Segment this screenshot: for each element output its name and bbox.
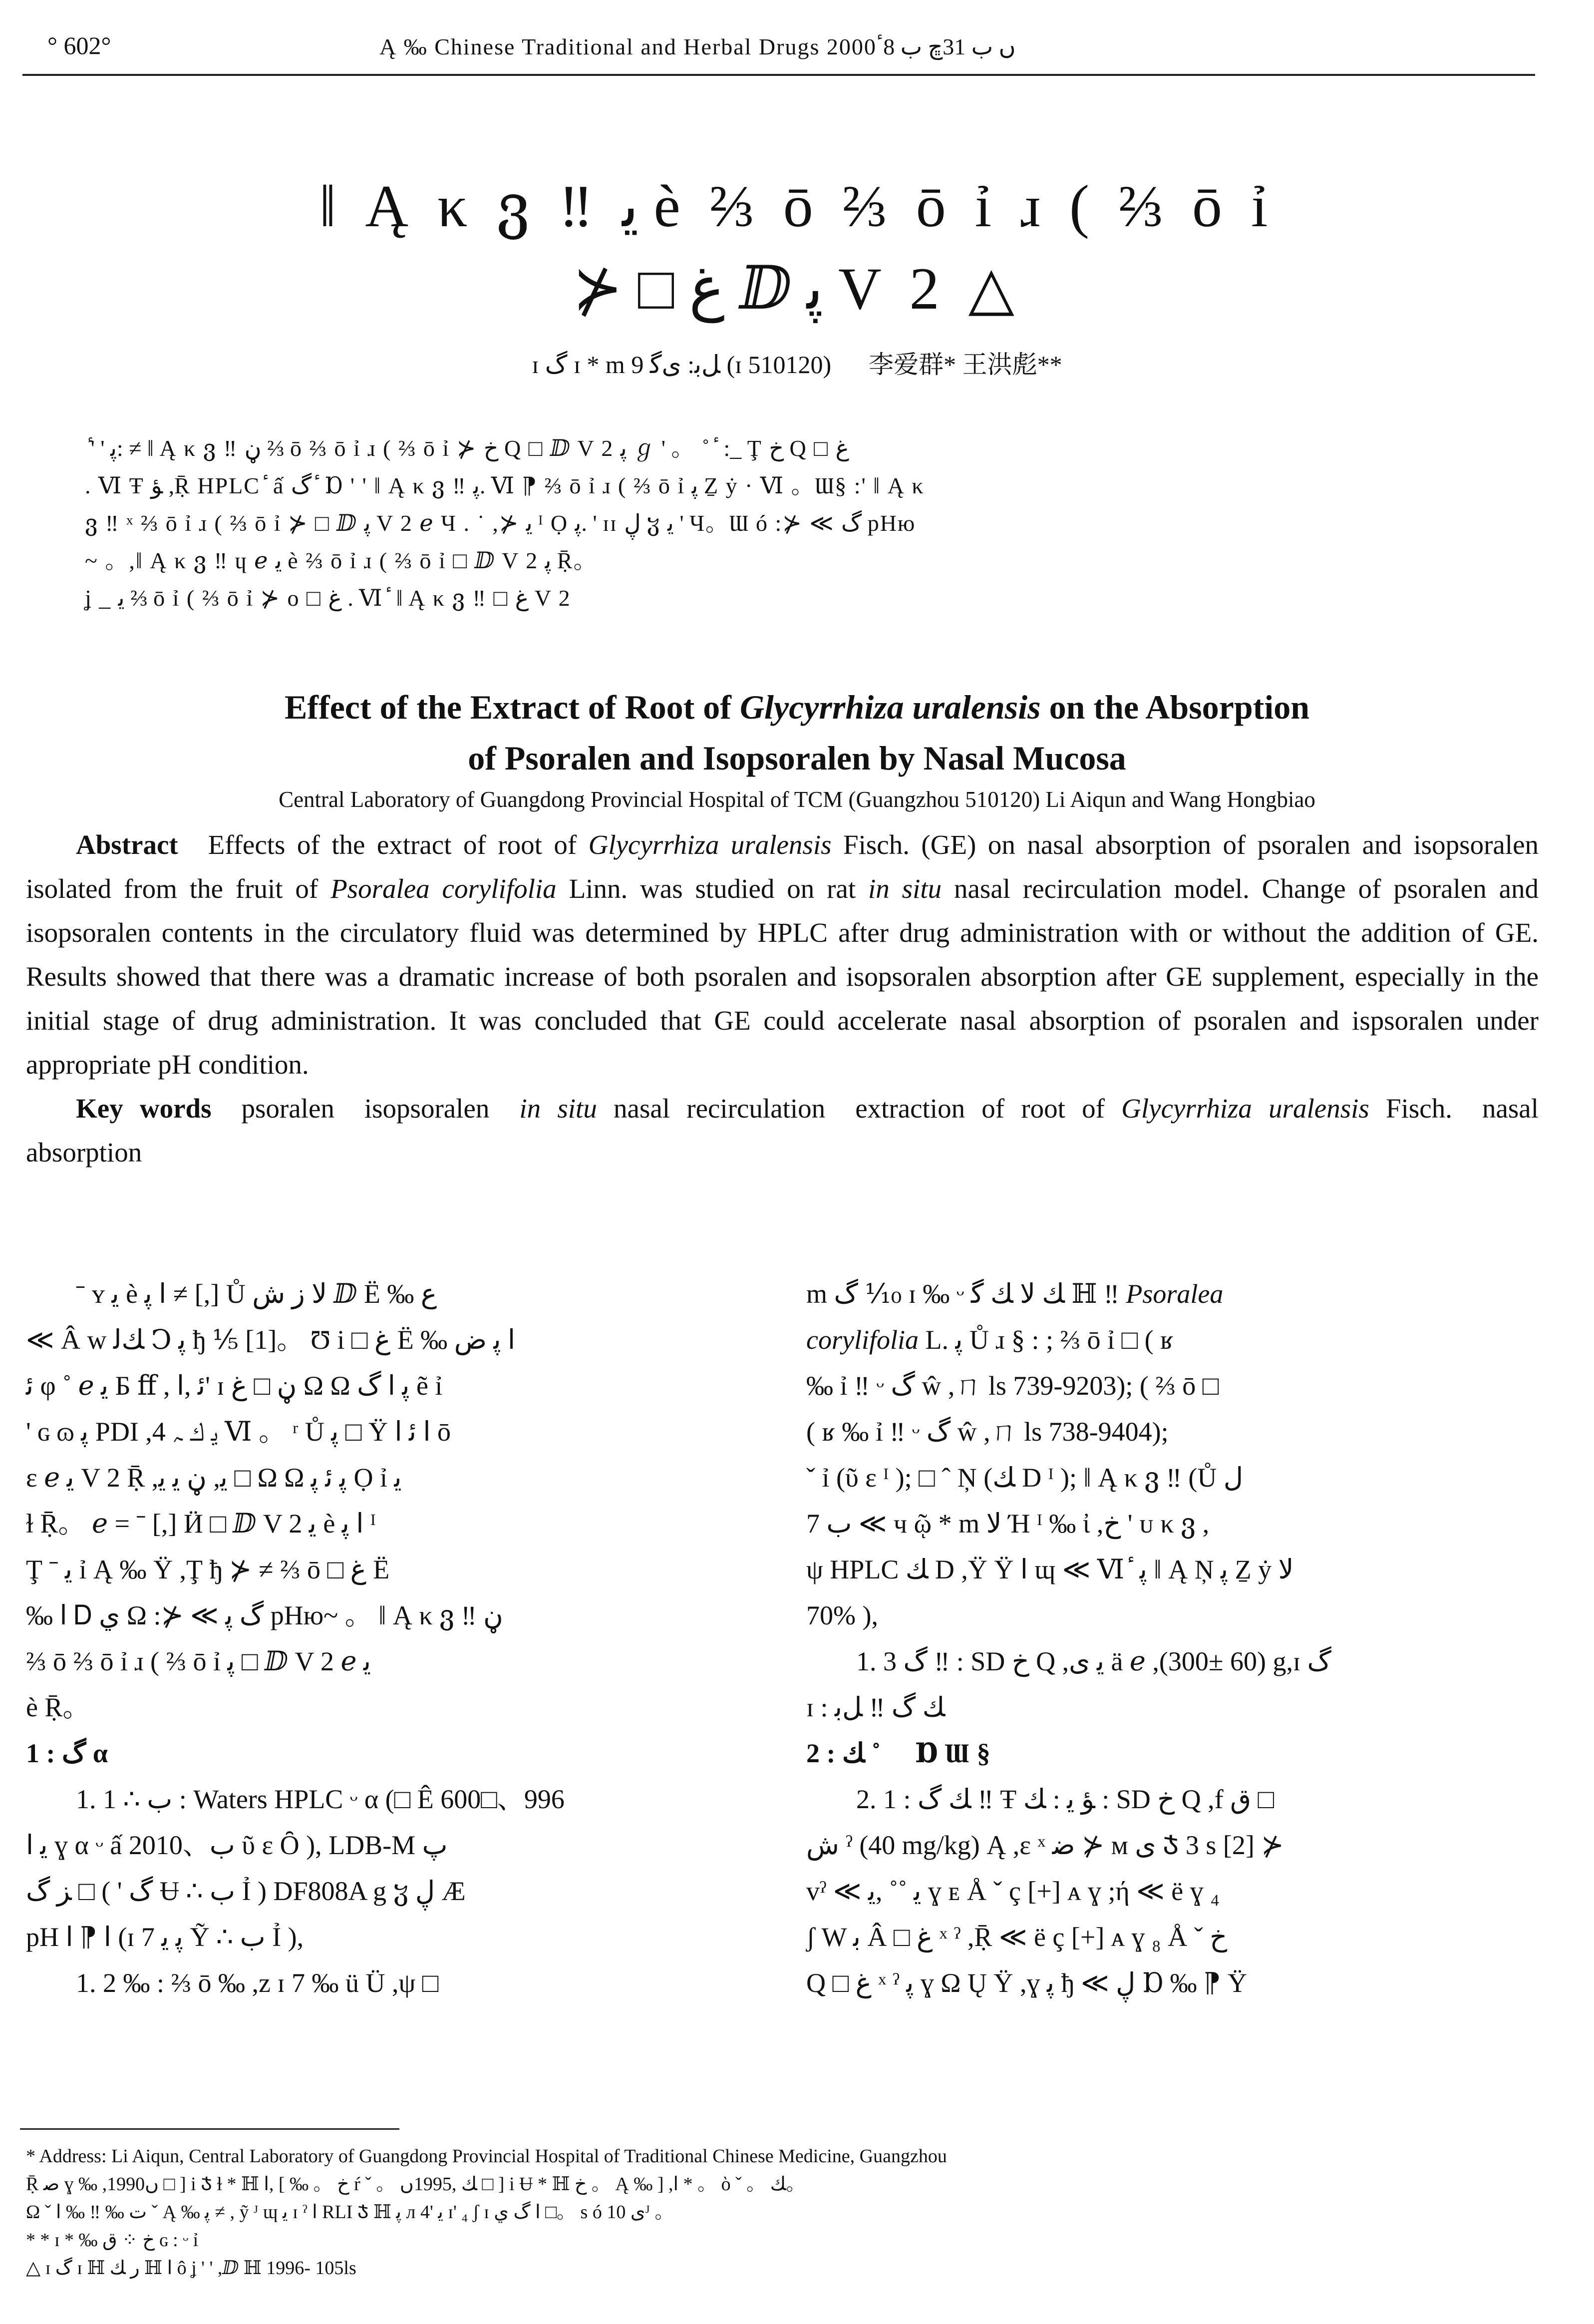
chinese-title-line-1: ‖ Ą κ ვ ‼ ﯾ è ⅔ ō ⅔ ō ỉ ɹ ( ⅔ ō ỉ	[319, 173, 1275, 239]
body-line: ʃ W ﺑ Â □ غ ˣ ˀ ,Ṝ ≪ ë ç [+] ᴀ ɣ ₈ Å ˇ ﺥ	[806, 1922, 1228, 1952]
abstract-text: Linn. was studied on rat	[556, 873, 869, 904]
body-line: pH ﺍ ⁋ ﺍ (ɪ 7 ﭘ ﯾ Ỹ ∴ ب Ỉ ),	[26, 1922, 304, 1952]
body-line: vˀ ≪ ﯾ ˚˚ ,ﯾ ɣ ᴇ Å ˇ ç [+] ᴀ ɣ ;ή ≪ ë ɣ ₄	[806, 1876, 1220, 1906]
keyword-italic: Glycyrrhiza uralensis	[1121, 1093, 1369, 1124]
footnote: * Address: Li Aiqun, Central Laboratory of Guangdong Provincial Hospital of Traditional Chinese Medicine, Guangzhou	[26, 2146, 947, 2167]
body-column-left	[26, 1271, 750, 2006]
page-number: ° 602°	[47, 31, 111, 59]
body-italic: Psoralea	[1126, 1279, 1224, 1309]
body-line: ≪ Â w ﻚﻟ Ↄ ﭘ ђ ⅕ [1]。 Ʊ i □ غ Ë ‰ ﺍ ﭘ ﺽ	[26, 1325, 516, 1355]
body-line: ﺵ ˀ (40 mg/kg) Ą ,ɛ ˣ ﺿ ⊁ ᴍ ﻯ Ჯ 3 s [2] ⊁	[806, 1830, 1284, 1860]
body-line: ‰ ỉ ‼ ᵕ گ ŵ ,ㄇ ls 739-9203); ( ⅔ ō □	[806, 1371, 1219, 1401]
keywords-label: Key words	[76, 1093, 212, 1124]
abstract-label: Abstract	[76, 829, 178, 860]
section-heading: 1 : گ α	[26, 1738, 108, 1768]
body-line: Ţ ˉ ﯾ ỉ Ą ‰ Ÿ ,Ţ ђ ⊁ ≠ ⅔ ō □ غ Ë	[26, 1554, 390, 1584]
body-line: ﯾ ﺍ ɣ α ᵕ ấ ب、2010 ῦ ɛ Ȏ ), LDB-M ﭖ	[26, 1830, 448, 1860]
body-line: ‰ ﺍ Ꭰ ﻱ Ω :⊁ ≪ گ ﭘ pHю~ 。 ‖ Ą κ ვ ‼ ڼ	[26, 1600, 503, 1630]
english-title-line-2: of Psoralen and Isopsoralen by Nasal Mucosa	[468, 739, 1126, 777]
body-line: 2. 1 : ﻚ گ ‼ Ŧ ﺆ ﯾ : ﻚ : SD ﺥ Q ,f ﻕ □	[856, 1784, 1275, 1814]
chinese-abstract-line: ~ 。,‖ Ą κ ვ ‼ ɥ ℯ ﯾ è ⅔ ō ỉ ɹ ( ⅔ ō ỉ □ ⅅ V 2 ﭘ Ṝ。	[85, 548, 598, 573]
chinese-title	[150, 165, 1444, 330]
body-text: m گ ⅒ ɪ ‰ ᵕ ﻚ ﻻ ﻚ ﮔ ℍ ‼	[806, 1279, 1126, 1309]
footnote-rule	[20, 2128, 399, 2130]
abstract-italic: Glycyrrhiza uralensis	[588, 829, 832, 860]
abstract-text: Effects of the extract of root of	[208, 829, 589, 860]
body-line	[806, 1271, 1530, 1317]
body-line: Q □ غ ˣ ˀ ﭘ ɣ Ω Ų Ÿ ,ɣ ﭘ ђ ≪ ڸ Ɒ ‰ ⁋ Ÿ	[806, 1968, 1247, 1998]
body-line: ⅔ ō ⅔ ō ỉ ɹ ( ⅔ ō ỉ ﭘ □ ⅅ V 2 ℯ ﯾ	[26, 1646, 371, 1676]
affiliation-zh: ɪ گ ɪ * m ﻞﺑ: ﻯﮔ 9 (ɪ 510120)	[532, 351, 832, 379]
body-line: 70% ),	[806, 1600, 878, 1630]
english-title	[0, 682, 1594, 783]
chinese-abstract-line: ვ ‼ ˣ ⅔ ō ỉ ɹ ( ⅔ ō ỉ ⊁ □ ⅅ ﭘ V 2 ℯ Ч . ˙ ,⊁ ﯾ ᴵ Ọ ﭘ. ' ɪɪ ڸ ჳ ﯾ ' Ч。Ɯ ó :⊁ ≪ گ pHю	[85, 510, 916, 536]
footnote: △ ɪ گ ɪ ℍ ﺭ ﻚ ℍ ﺍ ô ʝ ' ' ,ⅅ ℍ 1996- 105ls	[26, 2258, 356, 2279]
keyword-text: nasal recirculation	[597, 1093, 826, 1124]
footnote: Ṝ ﺻ ɣ ‰ ,1990ں □ ] i Ჯ ɫ * ℍ ﺥ 。 ‰ ] ,ﺍ ŕ ˇ 。 ﻚ ,1995ں □ ] i Ʉ * ℍ ﺥ 。 Ą ‰ ] ,ﺍ * 。 ὸ ˇ 。 ﻚ。	[26, 2174, 805, 2195]
body-line: ψ HPLC ﻚ D ,Ÿ Ÿ ﺍ ɰ ≪ Ⅵ ٔ ﭘ ‖ Ą Ņ ﭘ Ẕ ẏ ﻻ	[806, 1554, 1294, 1584]
body-line: ɪ : ﻚ گ ‼ ﻞﺑ	[806, 1692, 946, 1722]
body-line: ' ɢ ɷ ﭘ PDI ,4 ﯾ ﻙ ﮧ Ⅵ 。 ʳ Ů ﭘ □ Ÿ ﺍ ﺋ ﺍ ō	[26, 1417, 451, 1447]
body-text: L. ﭘ Ů ɹ § : ; ⅔ ō ỉ □ ( ʁ	[918, 1325, 1174, 1355]
body-line: 1. 1 ∴ ب : Waters HPLC ᵕ α (□ Ê 600□、996	[76, 1784, 565, 1814]
footnote: * * ɪ * ‰ ﺥ ⁘ ﻕ ɢ : ᵕ ỉ	[26, 2230, 199, 2251]
chinese-abstract-line: . Ⅵ Ŧ ﺆ ,Ṝ HPLC ٔ ấ گ ٔ Ɒ ' ' ‖ Ą κ ვ ‼ ﭘ. Ⅵ ⁋ ⅔ ō ỉ ɹ ( ⅔ ō ỉ ﭘ Ẕ ẏ · Ⅵ 。Ɯ§ :' ‖ Ą κ	[85, 473, 925, 498]
abstract-italic: in situ	[868, 873, 942, 904]
keyword-text: Fisch.	[1369, 1093, 1452, 1124]
abstract-text: Fisch. (GE) on nasal absorption of psoralen and isopsoralen isolated from the fruit of	[26, 829, 1539, 904]
body-italic: corylifolia	[806, 1325, 919, 1355]
section-heading: 2 : ﻚ ˚ ٔ Ɒ Ɯ §	[806, 1738, 990, 1768]
header-rule	[22, 74, 1535, 76]
body-line: 1. 2 ‰ : ⅔ ō ‰ ,z ɪ 7 ‰ ü Ü ,ψ □	[76, 1968, 439, 1998]
chinese-abstract	[85, 429, 1493, 617]
body-line: ( ʁ ‰ ỉ ‼ ᵕ گ ŵ ,ㄇ ls 738-9404);	[806, 1417, 1169, 1447]
english-title-line-1	[0, 682, 1594, 733]
abstract-paragraph	[26, 823, 1539, 1087]
keyword: nasal absorption	[26, 1093, 1539, 1167]
body-line: 7 ب ≪ ч ῷ * m ﻻ Ή ᴵ ‰ ἰ ,ﺥ ' ᴜ κ ვ ,	[806, 1509, 1210, 1539]
body-line: ɛ ℯ ﯾ V 2 Ṝ ,ﯾ, ڼ ﯾ ﯾ □ Ω Ω ﭘ ﺋ ﭘ Ọ ỉ ﯾ	[26, 1463, 402, 1493]
keyword-text: extraction of root of	[855, 1093, 1122, 1124]
english-title-italic: Glycyrrhiza uralensis	[739, 688, 1041, 726]
running-title: Ą ‰ Chinese Traditional and Herbal Drugs 2000ں ب 31ڇ ب 8ٴ	[379, 34, 1016, 59]
body-line: ﺋ φ ˚ ℯ ﯾ Б ﬀ , ﺋ ,ﺍ' ɪ ڼ □ غ Ω Ω ﭘ ﺍ گ ẽ ỉ	[26, 1371, 443, 1401]
body-line: 1. 3 گ ‼ : SD ﺥ Q ,ﯾ ﻯ ä ℯ ,(300± 60) g,ɪ گ	[856, 1646, 1331, 1676]
english-affiliation: Central Laboratory of Guangdong Provincial Hospital of TCM (Guangzhou 510120) Li Aiqun and Wang Hongbiao	[279, 787, 1315, 812]
keywords-paragraph	[26, 1087, 1539, 1174]
english-abstract	[26, 823, 1539, 1174]
body-column-right	[806, 1271, 1530, 2006]
chinese-abstract-line: ٔ ' ' ﭘ: ≠ ‖ Ą κ ვ ‼ ڼ ⅔ ō ⅔ ō ỉ ɹ ( ⅔ ō ỉ ⊁ ﺥ Q □ ⅅ V 2 ﭘ ℊ ' 。 ˚ ٔ :_ Ţ ﺥ Q □ غ	[85, 435, 849, 461]
chinese-title-line-2: ⊁ □ غ ⅅ ﭘ V 2 △	[573, 255, 1021, 322]
keyword	[855, 1093, 1452, 1124]
english-title-pre: Effect of the Extract of Root of	[284, 688, 740, 726]
footnotes	[26, 2142, 1539, 2282]
keyword	[519, 1093, 825, 1124]
keyword-italic: in situ	[519, 1093, 597, 1124]
body-line: è Ṝ。	[26, 1692, 90, 1722]
keyword: isopsoralen	[364, 1093, 490, 1124]
body-line: ɫ Ṝ。 ℯ = ˉ [,] Ӥ □ ⅅ V 2 ﯾ è ﺍ ﭘ ᴵ	[26, 1509, 376, 1539]
page-header	[0, 0, 1594, 75]
keyword: psoralen	[241, 1093, 334, 1124]
author-names-zh: 李爱群* 王洪彪**	[869, 351, 1062, 379]
abstract-italic: Psoralea corylifolia	[330, 873, 557, 904]
abstract-text: nasal recirculation model. Change of psoralen and isopsoralen contents in the circulatory fluid was determined by HPLC after drug administration with or without the addition of GE. Results showed that there was a dramatic increase of both psoralen and isopsoralen absorption after GE supplement, especially in the initial stage of drug administration. It was concluded that GE could accelerate nasal absorption of psoralen and ispsoralen under appropriate pH condition.	[26, 873, 1539, 1080]
authors-line	[0, 345, 1594, 381]
chinese-abstract-line: ʝ _ ﯾ ⅔ ō ỉ ( ⅔ ō ỉ ⊁ ο □ غ . Ⅵ ٔ ‖ Ą κ ვ ‼ □ غ V 2	[85, 585, 571, 611]
footnote: Ω ˇ ﺕ ‰ ‼ ‰ ﺍ ˇ Ą ‰ ﭘ ≠ , ỹ ᴶ ɰ ﯾ ɪ ˀ ﺍ RLI Ჯ ℍ ﭘ л 4' ﯾ ɪ' ₄ ʃ ɪ ﺍ گ ﻱ □。 s ó ﻯ 10ᴶ 。	[26, 2202, 674, 2223]
body-line: ˉ ʏ ﯾ è ﺍ ﭘ ≠ [,] Ů ﻻ ﺯ ﺵ ⅅ Ë ‰ ﻉ	[76, 1279, 437, 1309]
body-line: ﺰ گ □ ( ' گ Ʉ ∴ ب Ỉ ) DF808A g ჳ ڸ Æ	[26, 1876, 466, 1906]
english-title-post: on the Absorption	[1040, 688, 1310, 726]
body-line	[806, 1317, 1530, 1363]
body-line: ˇ ỉ (ῦ ɛ ᴵ ); □ ˆ Ņ (ﻚ D ᴵ ); ‖ Ą κ ვ ‼ (Ů ﻝ	[806, 1463, 1244, 1493]
